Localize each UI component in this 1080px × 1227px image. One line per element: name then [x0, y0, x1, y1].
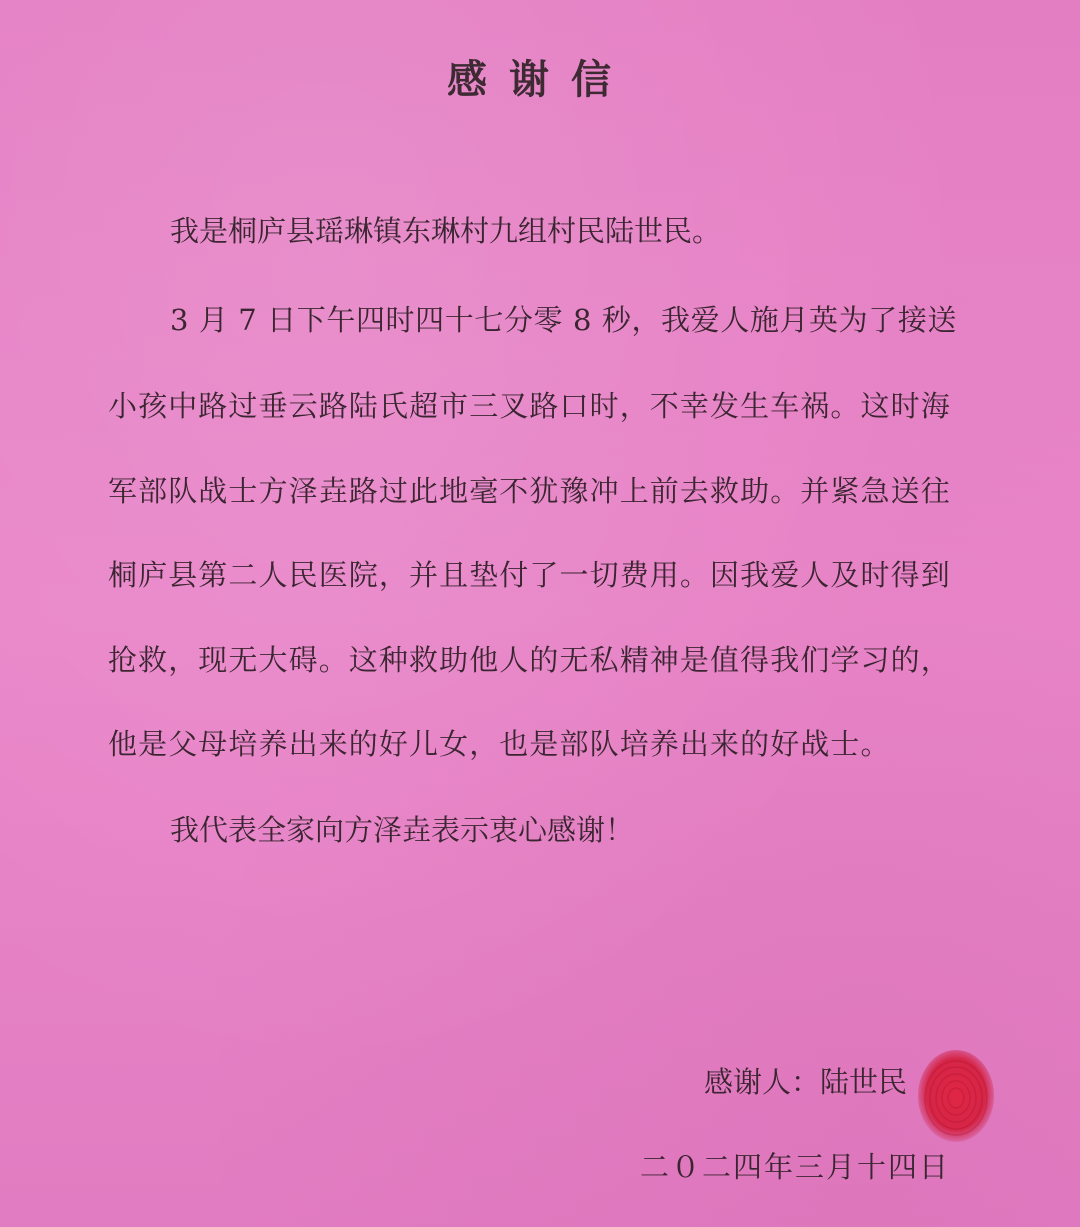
paragraph-line-4: 桐庐县第二人民医院，并且垫付了一切费用。因我爱人及时得到 — [108, 558, 951, 592]
red-fingerprint-seal — [916, 1048, 996, 1144]
paragraph-line-5: 抢救，现无大碍。这种救助他人的无私精神是值得我们学习的， — [108, 643, 951, 677]
paragraph-line-3: 军部队战士方泽垚路过此地毫不犹豫冲上前去救助。并紧急送往 — [108, 474, 951, 508]
paragraph-intro: 我是桐庐县瑶琳镇东琳村九组村民陆世民。 — [170, 214, 722, 248]
paragraph-line-2: 小孩中路过垂云路陆氏超市三叉路口时，不幸发生车祸。这时海 — [108, 389, 951, 423]
letter-date: 二０二四年三月十四日 — [640, 1150, 951, 1184]
paragraph-line-1: 3 月 7 日下午四时四十七分零 8 秒，我爱人施月英为了接送 — [170, 303, 958, 337]
paragraph-closing: 我代表全家向方泽垚表示衷心感谢！ — [170, 813, 635, 847]
letter-title: 感谢信 — [447, 57, 633, 103]
signature-line: 感谢人：陆世民 — [704, 1065, 908, 1099]
paragraph-line-6: 他是父母培养出来的好儿女，也是部队培养出来的好战士。 — [108, 727, 891, 761]
